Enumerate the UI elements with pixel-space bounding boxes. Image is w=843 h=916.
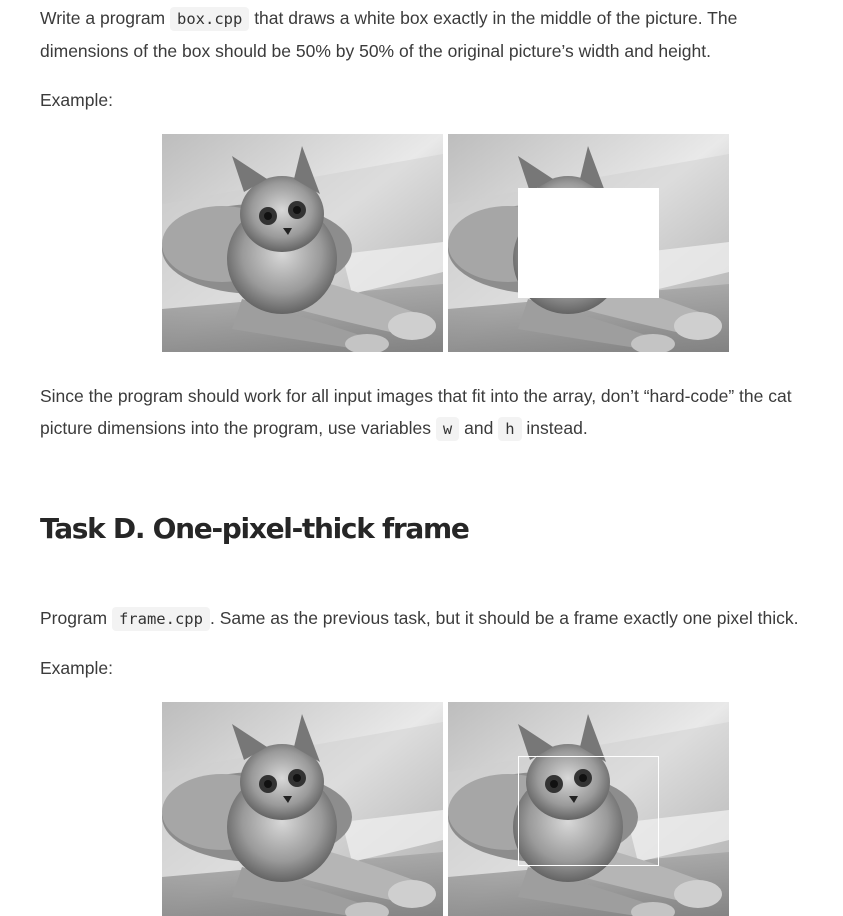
example-label-1: Example: [40, 90, 113, 110]
frame-example-original-image [162, 702, 443, 916]
box-cpp-code: box.cpp [170, 7, 249, 31]
since-text-and: and [459, 418, 499, 438]
frame-cpp-code: frame.cpp [112, 607, 210, 631]
box-example-original-image [162, 134, 443, 352]
frame-paragraph [40, 602, 798, 635]
frame-text-pre: Program [40, 608, 112, 628]
since-paragraph [40, 380, 830, 445]
frame-example-result-image [448, 702, 729, 916]
frame-text-post: . Same as the previous task, but it should be a frame exactly one pixel thick. [209, 608, 799, 628]
var-w-code: w [436, 417, 459, 441]
since-text-pre: Since the program should work for all input images that fit into the array, don’t “hard-code” the cat picture dimensions into the program, use variables [40, 386, 792, 438]
task-d-heading: Task D. One-pixel-thick frame [40, 512, 469, 545]
example-label-2: Example: [40, 658, 113, 678]
since-text-post: instead. [521, 418, 588, 438]
intro-text-pre: Write a program [40, 8, 170, 28]
white-box [518, 188, 659, 298]
intro-text-post: that draws a white box exactly in the middle of the picture. The dimensions of the box should be 50% by 50% of the original picture’s width and height. [40, 8, 738, 61]
box-example-result-image [448, 134, 729, 352]
var-h-code: h [498, 417, 521, 441]
intro-paragraph [40, 2, 800, 67]
